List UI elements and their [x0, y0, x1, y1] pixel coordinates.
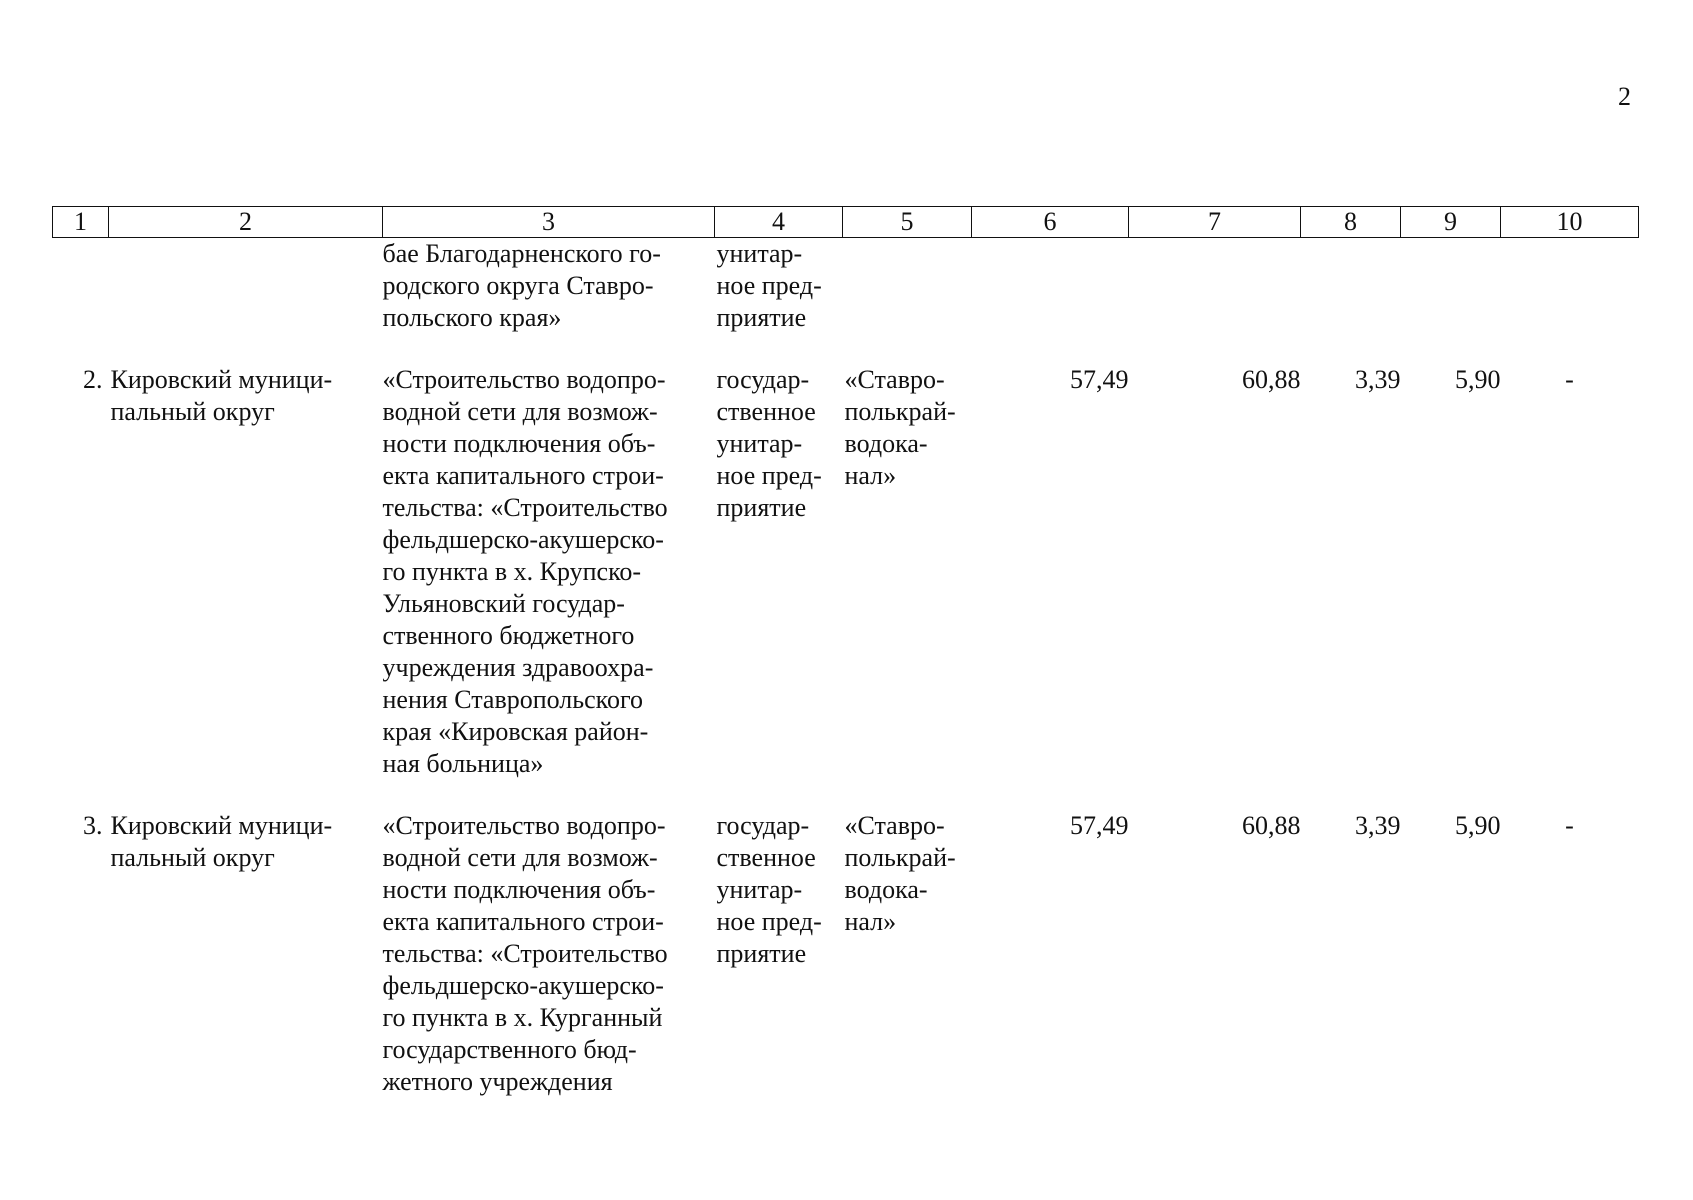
header-col-9: 9	[1401, 207, 1501, 238]
header-col-3: 3	[383, 207, 715, 238]
object-description: «Строительство водопро- водной сети для возмож- ности подключения объ- екта капитального строи- тельства: «Строительство фельдшерско-акушерско- го пункта в х. Курганный государственного бюд- жетного учреждения	[382, 811, 668, 1096]
district-name: Кировский муници- пальный округ	[110, 811, 333, 872]
page-number: 2	[1618, 82, 1631, 111]
value-col-7: 60,88	[1242, 365, 1301, 394]
value-col-9: 5,90	[1455, 365, 1501, 394]
object-description: «Строительство водопро- водной сети для возмож- ности подключения объ- екта капитального строи- тельства: «Строительство фельдшерско-акушерско- го пункта в х. Крупско- Ульяновский государ- ственного бюджетного учреждения здравоохра- нения Ставропольского края «Кировская район- ная больница»	[382, 365, 668, 778]
continuation-object: бае Благодарненского го- родского округа Ставро- польского края»	[382, 239, 661, 332]
district-name: Кировский муници- пальный округ	[110, 365, 333, 426]
header-col-6: 6	[972, 207, 1129, 238]
row-number: 3.	[83, 811, 103, 840]
value-col-8: 3,39	[1355, 365, 1401, 394]
table-row	[53, 780, 1639, 1098]
header-col-8: 8	[1301, 207, 1401, 238]
table-row-continuation	[53, 238, 1639, 335]
value-col-6: 57,49	[1070, 365, 1129, 394]
organization-type: государ- ственное унитар- ное пред- приятие	[716, 365, 822, 522]
header-col-5: 5	[843, 207, 972, 238]
value-col-6: 57,49	[1070, 811, 1129, 840]
header-col-1: 1	[53, 207, 109, 238]
row-number: 2.	[83, 365, 103, 394]
value-col-7: 60,88	[1242, 811, 1301, 840]
value-col-10: -	[1565, 811, 1574, 840]
value-col-10: -	[1565, 365, 1574, 394]
organization-type: государ- ственное унитар- ное пред- приятие	[716, 811, 822, 968]
header-col-4: 4	[715, 207, 843, 238]
header-col-10: 10	[1501, 207, 1639, 238]
header-col-2: 2	[109, 207, 383, 238]
value-col-8: 3,39	[1355, 811, 1401, 840]
continuation-org-type: унитар- ное пред- приятие	[716, 239, 822, 332]
table-header-row	[53, 207, 1639, 238]
value-col-9: 5,90	[1455, 811, 1501, 840]
data-table	[52, 206, 1639, 1098]
table-row	[53, 334, 1639, 780]
header-col-7: 7	[1129, 207, 1301, 238]
organization-name: «Ставро- полькрай- водока- нал»	[844, 811, 956, 936]
organization-name: «Ставро- полькрай- водока- нал»	[844, 365, 956, 490]
